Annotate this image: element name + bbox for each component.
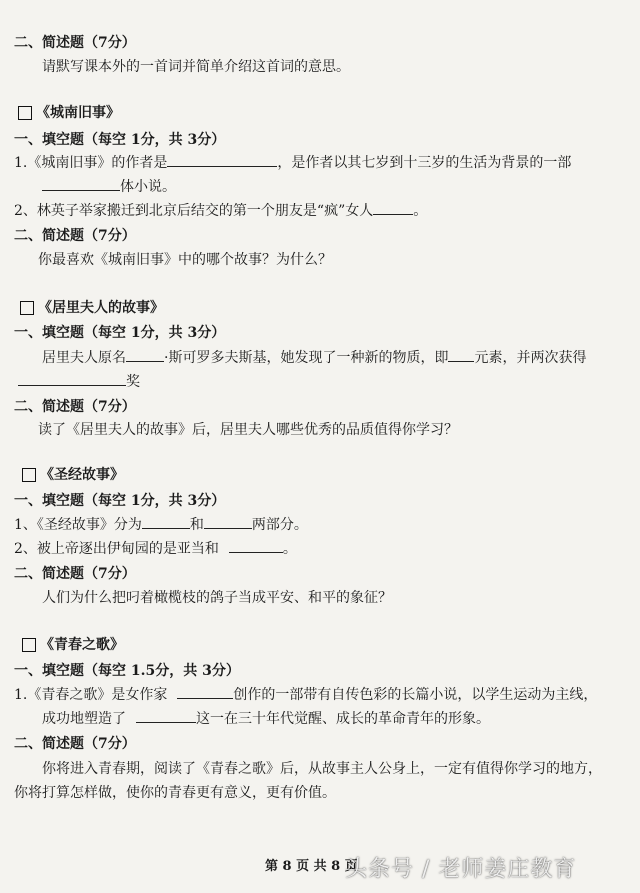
book1-q1-line1 [14,154,571,172]
book1-title: 《城南旧事》 [36,105,120,121]
book3-q1-blank1[interactable] [142,516,190,529]
book4-q1-blank2[interactable] [136,710,196,723]
book1-q1-text-a: 1.《城南旧事》的作者是 [14,155,168,171]
book3-title: 《圣经故事》 [40,467,124,483]
book1-q2 [14,202,427,220]
book3-q1-text-a: 1、《圣经故事》分为 [14,517,142,533]
book3-q2-text-b: 。 [282,541,297,557]
book3-short-heading: 二、简述题（7分） [14,566,136,582]
book1-q2-blank[interactable] [373,202,413,215]
book2-q1-text-b: ·斯可罗多夫斯基，她发现了一种新的物质，即 [164,350,449,366]
book1-q1-blank1[interactable] [167,154,277,167]
book3-q1 [14,516,308,534]
book2-short-question: 读了《居里夫人的故事》后，居里夫人哪些优秀的品质值得你学习？ [38,422,458,438]
book1-q1-line2 [42,178,176,196]
book4-q1-text-c: 成功地塑造了 [42,711,126,727]
book4-short-heading: 二、简述题（7分） [14,736,136,752]
book2-q1-blank3[interactable] [18,373,126,386]
page-number: 第 8 页 共 8 页 [265,859,358,874]
book2-q1-text-d: 奖 [126,374,140,390]
book4-fill-heading: 一、填空题（每空 1.5分，共 3分） [14,663,240,679]
book1-q1-text-b: ，是作者以其七岁到十三岁的生活为背景的一部 [277,155,572,171]
book1-short-question: 你最喜欢《城南旧事》中的哪个故事？为什么？ [38,252,332,268]
book4-q1-line1 [14,686,597,704]
book2-checkbox[interactable] [20,301,34,315]
book1-q1-text-c: 体小说。 [120,179,176,195]
book3-checkbox[interactable] [22,468,36,482]
book1-fill-heading: 一、填空题（每空 1分，共 3分） [14,132,226,148]
book2-q1-line1 [42,349,586,367]
watermark-text: 头条号 / 老师姜庄教育 [345,857,577,882]
book4-q1-text-d: 这一在三十年代觉醒、成长的革命青年的形象。 [196,711,490,727]
book1-q2-text-a: 2、林英子举家搬迁到北京后结交的第一个朋友是“疯”女人 [14,203,374,219]
book3-q1-text-c: 两部分。 [251,517,308,533]
book2-q1-text-c: 元素，并两次获得 [474,350,587,366]
book4-q1-blank1[interactable] [177,686,233,699]
book3-q2-blank[interactable] [229,540,283,553]
book2-title: 《居里夫人的故事》 [38,300,164,316]
book3-fill-heading: 一、填空题（每空 1分，共 3分） [14,493,226,509]
book4-checkbox[interactable] [22,638,36,652]
book3-q1-blank2[interactable] [204,516,252,529]
book1-short-heading: 二、简述题（7分） [14,228,136,244]
book4-q1-text-a: 1.《青春之歌》是女作家 [14,687,168,703]
book4-short-question-line1: 你将进入青春期，阅读了《青春之歌》后，从故事主人公身上，一定有值得你学习的地方， [42,761,602,777]
book3-q2 [14,540,297,558]
book2-q1-text-a: 居里夫人原名 [42,350,126,366]
book2-q1-blank2[interactable] [448,349,474,362]
book1-q2-text-b: 。 [413,203,428,219]
intro-short-question: 请默写课本外的一首词并简单介绍这首词的意思。 [42,59,350,75]
book3-short-question: 人们为什么把叼着橄榄枝的鸽子当成平安、和平的象征？ [42,590,392,606]
book3-q2-text-a: 2、被上帝逐出伊甸园的是亚当和 [14,541,219,557]
book4-q1-text-b: 创作的一部带有自传色彩的长篇小说，以学生运动为主线， [233,687,598,703]
book2-q1-line2 [18,373,140,391]
intro-short-heading: 二、简述题（7分） [14,35,136,51]
book2-q1-blank1[interactable] [126,349,164,362]
book1-checkbox[interactable] [18,106,32,120]
book1-q1-blank2[interactable] [42,178,120,191]
book3-q1-text-b: 和 [189,517,204,533]
book4-short-question-line2: 你将打算怎样做，使你的青春更有意义，更有价值。 [14,785,336,801]
book2-fill-heading: 一、填空题（每空 1分，共 3分） [14,325,226,341]
book4-title: 《青春之歌》 [40,637,124,653]
book4-q1-line2 [42,710,490,728]
book2-short-heading: 二、简述题（7分） [14,399,136,415]
